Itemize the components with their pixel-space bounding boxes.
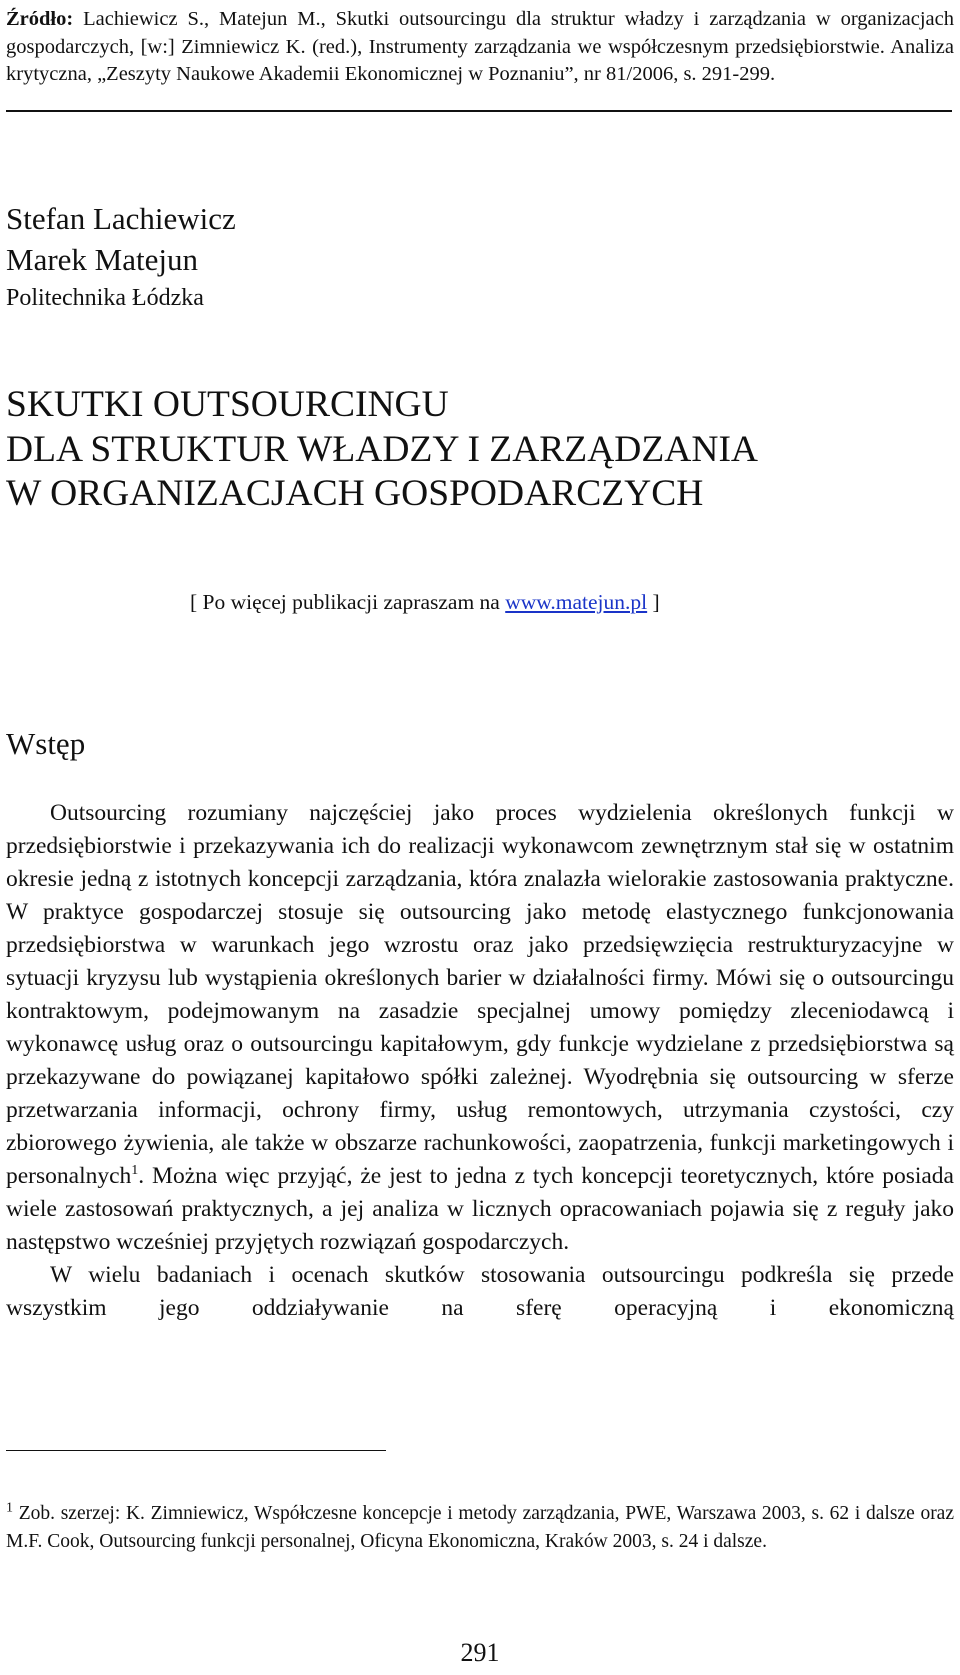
promo-prefix: [ Po więcej publikacji zapraszam na — [190, 590, 506, 614]
paragraph-text: Outsourcing rozumiany najczęściej jako proces wydzielenia określonych funkcji w przedsiębiorstwie i przekazywania ich do realizacji wykonawcom zewnętrznym stał się w ostatnim okresie jedną z istotnych koncepcji zarządzania, która znalazła wielorakie zastosowania praktyczne. W praktyce gospodarczej stosuje się outsourcing jako metodę elastycznego funkcjonowania przedsiębiorstwa w warunkach jego wzrostu oraz jako przedsięwzięcia restrukturyzacyjne w sytuacji kryzysu lub wystąpienia określonych barier w działalności firmy. Mówi się o outsourcingu kontraktowym, podejmowanym na zasadzie specjalnej umowy pomiędzy zleceniodawcą i wykonawcę usług oraz o outsourcingu kapitałowym, gdy funkcje wydzielane z przedsiębiorstwa są przekazywane do powiązanej kapitałowo spółki zależnej. Wyodrębnia się outsourcing w sferze przetwarzania informacji, ochrony firmy, usług remontowych, utrzymania czystości, czy zbiorowego żywienia, ale także w obszarze rachunkowości, zaopatrzenia, funkcji marketingowych i personalnych — [6, 800, 954, 1189]
article-title — [6, 383, 758, 517]
footnote-number: 1 — [6, 1500, 13, 1516]
title-line: W ORGANIZACJACH GOSPODARCZYCH — [6, 473, 704, 514]
paragraph: W wielu badaniach i ocenach skutków stosowania outsourcingu podkreśla się przede wszystkim jego oddziaływanie na sferę operacyjną i ekonomiczną — [6, 1262, 954, 1321]
section-heading: Wstęp — [6, 726, 86, 761]
footnote-text: Zob. szerzej: K. Zimniewicz, Współczesne koncepcje i metody zarządzania, PWE, Warszawa 2003, s. 62 i dalsze oraz M.F. Cook, Outsourcing funkcji personalnej, Oficyna Ekonomiczna, Kraków 2003, s. 24 i dalsze. — [6, 1503, 954, 1552]
paragraph-text: . Można więc przyjąć, że jest to jedna z tych koncepcji teoretycznych, które posiada wiele zastosowań praktycznych, a jej analiza w licznych opracowaniach pojawia się z reguły jako następstwo wcześniej przyjętych rozwiązań gospodarczych. — [6, 1163, 954, 1255]
header-divider — [6, 110, 952, 112]
source-text: Lachiewicz S., Matejun M., Skutki outsourcingu dla struktur władzy i zarządzania w organizacjach gospodarczych, [w:] Zimniewicz K. (red.), Instrumenty zarządzania we współczesnym przedsiębiorstwie. Analiza krytyczna, „Zeszyty Naukowe Akademii Ekonomicznej w Poznaniu”, nr 81/2006, s. 291-299. — [6, 8, 955, 85]
promo-note — [190, 588, 660, 616]
promo-suffix: ] — [647, 590, 660, 614]
author-name: Marek Matejun — [6, 242, 198, 277]
title-line: SKUTKI OUTSOURCINGU — [6, 384, 449, 425]
source-citation — [6, 6, 954, 89]
source-label: Źródło: — [6, 8, 74, 30]
affiliation: Politechnika Łódzka — [6, 285, 204, 311]
footnote-reference[interactable]: 1 — [131, 1163, 139, 1179]
title-line: DLA STRUKTUR WŁADZY I ZARZĄDZANIA — [6, 428, 759, 470]
paragraph — [6, 797, 954, 1259]
footnote-divider — [6, 1450, 386, 1451]
author-name: Stefan Lachiewicz — [6, 201, 236, 236]
footnote — [6, 1500, 954, 1556]
author-list — [6, 198, 236, 280]
body-text — [6, 797, 954, 1325]
website-link[interactable]: www.matejun.pl — [505, 590, 648, 614]
page-number: 291 — [460, 1638, 500, 1667]
